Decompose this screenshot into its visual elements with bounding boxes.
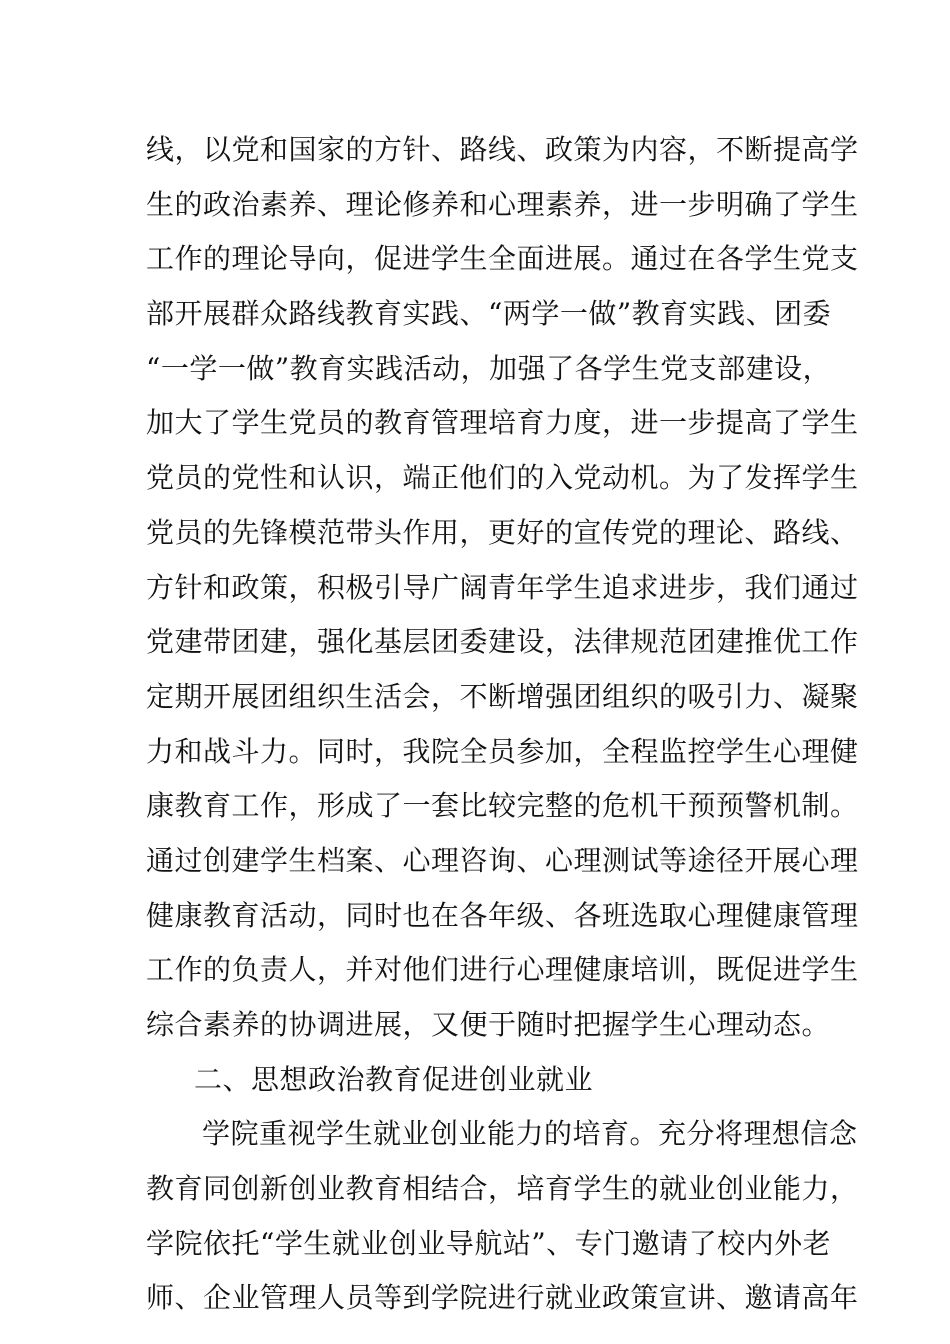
text-line: 学院依托“学生就业创业导航站”、专门邀请了校内外老 [146,1226,832,1260]
text-line: 师、企业管理人员等到学院进行就业政策宣讲、邀请高年 [146,1281,859,1315]
document-page [146,123,859,1326]
text-line: 康教育工作，形成了一套比较完整的危机干预预警机制。 [146,789,859,823]
section-heading: 二、思想政治教育促进创业就业 [194,1062,594,1096]
text-line: 定期开展团组织生活会，不断增强团组织的吸引力、凝聚 [146,679,859,713]
text-line: 线，以党和国家的方针、路线、政策为内容，不断提高学 [146,133,859,166]
text-line: 党员的党性和认识，端正他们的入党动机。为了发挥学生 [146,461,859,495]
text-line: 健康教育活动，同时也在各年级、各班选取心理健康管理 [146,898,859,932]
text-line: 教育同创新创业教育相结合，培育学生的就业创业能力， [146,1172,859,1206]
text-line: 加大了学生党员的教育管理培育力度，进一步提高了学生 [146,406,859,440]
text-line: 部开展群众路线教育实践、“两学一做”教育实践、团委 [146,297,832,331]
text-line: 力和战斗力。同时，我院全员参加，全程监控学生心理健 [146,734,859,768]
text-line: 工作的理论导向，促进学生全面进展。通过在各学生党支 [146,242,859,276]
text-line: 通过创建学生档案、心理咨询、心理测试等途径开展心理 [146,843,859,877]
text-line: “一学一做”教育实践活动，加强了各学生党支部建设， [146,351,832,385]
paragraph-1 [146,123,859,1053]
text-line: 党建带团建，强化基层团委建设，法律规范团建推优工作 [146,625,859,659]
text-line: 学院重视学生就业创业能力的培育。充分将理想信念 [202,1117,858,1151]
text-line: 党员的先锋模范带头作用，更好的宣传党的理论、路线、 [146,515,859,549]
text-line: 工作的负责人，并对他们进行心理健康培训，既促进学生 [146,953,859,987]
paragraph-2 [146,1107,859,1326]
text-line: 生的政治素养、理论修养和心理素养，进一步明确了学生 [146,187,859,221]
text-line: 综合素养的协调进展，又便于随时把握学生心理动态。 [146,1008,831,1041]
text-line: 方针和政策，积极引导广阔青年学生追求进步，我们通过 [146,570,859,604]
